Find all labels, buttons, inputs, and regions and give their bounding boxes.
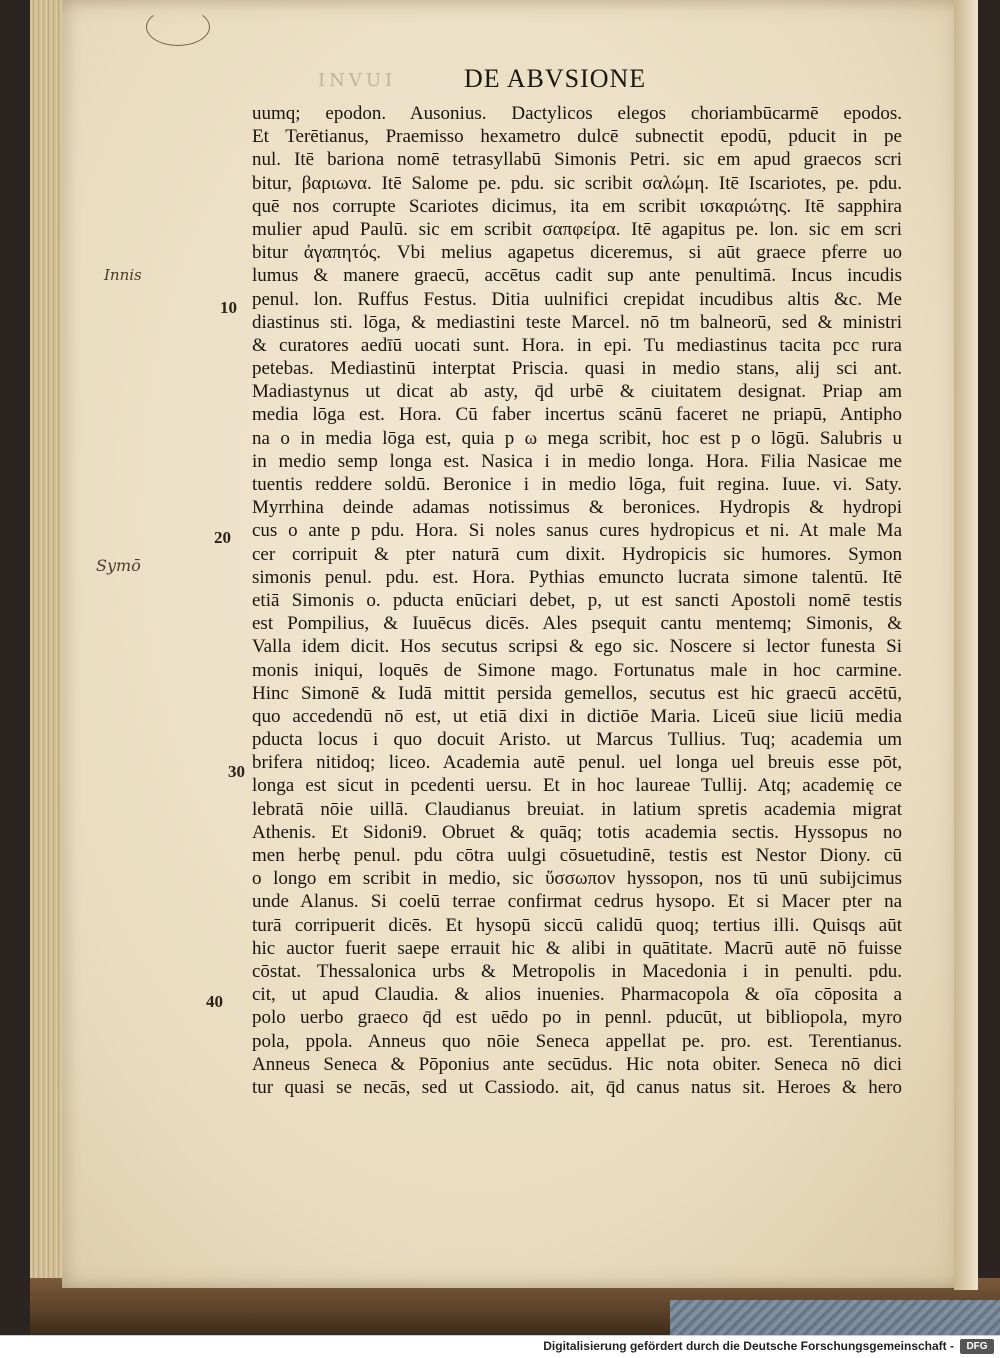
text-line: cit, ut apud Claudia. & alios inuenies. Pharmacopola & oīa cōposita a (252, 984, 902, 1006)
text-line: Valla idem dicit. Hos secutus scripsi & ego sic. Noscere si lector funesta Si (252, 636, 902, 658)
text-line: tur quasi se necās, sed ut Cassiodo. ait, q̄d canus natus sit. Heroes & hero (252, 1076, 902, 1098)
text-line: men herbę penul. pdu cōtra uulgi cōsuetudinē, testis est Nestor Diony. cū (252, 845, 902, 866)
text-line: & curatores aedīū uocati sunt. Hora. in epi. Tu mediastinus tacita pcc rura (252, 334, 902, 356)
right-page-edge (954, 0, 978, 1290)
text-line: Et Terētianus, Praemisso hexametro dulcē subnectit epodū, pducit in pe (252, 126, 902, 148)
text-line: unde Alanus. Si coelū terrae confirmat cedrus hysopo. Et si Macer pter na (252, 891, 902, 913)
text-line: monis iniqui, loquēs de Simone mago. Fortunatus male in hoc carmine. (252, 659, 902, 681)
text-line: Myrrhina deinde adamas notissimus & beronices. Hydropis & hydropi (252, 497, 902, 519)
text-line: o longo em scribit in medio, sic ὕσσωπον hyssopon, nos tū unū subijcimus (252, 868, 902, 890)
text-line: bitur ἀγαπητός. Vbi melius agapetus diceremus, si aūt graece pferre uo (252, 242, 902, 264)
text-line: est Pompilius, & Iuuēcus dicēs. Ales psequit cantu mentemq; Simonis, & (252, 613, 902, 635)
body-text (252, 102, 902, 1099)
footer-bar (0, 1335, 1000, 1358)
text-line: cōstat. Thessalonica urbs & Metropolis in Macedonia i in penulti. pdu. (252, 960, 902, 982)
text-line: in medio semp longa est. Nasica i in medio longa. Hora. Filia Nasicae me (252, 450, 902, 472)
text-line: uumq; epodon. Ausonius. Dactylicos elegos choriambūcarmē epodos. (252, 103, 902, 124)
text-line: longa est sicut in pcedenti uersu. Et in hoc laureae Tullij. Atq; academię ce (252, 775, 902, 797)
text-line: penul. lon. Ruffus Festus. Ditia uulnifici crepidat incudibus altis &c. Me (252, 288, 902, 310)
stamp-mark (146, 8, 210, 46)
text-line: etiā Simonis o. pducta enūciari debet, p, ut est sancti Apostoli nomē testis (252, 589, 902, 611)
text-line: Madiastynus ut dicat ab asty, q̄d urbē & ciuitatem designat. Priap am (252, 381, 902, 403)
line-number: 30 (228, 762, 245, 781)
text-line: quo accedendū nō est, ut etiā dixi in dictiōe Maria. Liceū siue liciū media (252, 705, 902, 727)
text-line: simonis penul. pdu. est. Hora. Pythias emuncto lucrata simone talentū. Itē (252, 566, 902, 588)
text-line: hic auctor fuerit saepe errauit hic & alibi in quātitate. Macrū autē nō fuisse (252, 937, 902, 959)
text-line: turā corripuerit dicēs. Et hysopū siccū calidū quoq; tertius illi. Quisqs aūt (252, 914, 902, 936)
text-line: lebratā nōie uillā. Claudianus breuiat. in latium spretis academia migrat (252, 798, 902, 820)
text-line: mulier apud Paulū. sic em scribit σαπφείρα. Itē agapitus pe. lon. sic em scri (252, 218, 902, 240)
text-line: nul. Itē bariona nomē tetrasyllabū Simonis Petri. sic em apud graecos scri (252, 149, 902, 171)
text-line: cus o ante p pdu. Hora. Si noles sanus cures hydropicus et ni. At male Ma (252, 520, 902, 542)
margin-annotation: Symō (96, 556, 141, 575)
text-line: bitur, βαριωνα. Itē Salome pe. pdu. sic scribit σαλώμη. Itē Iscariotes, pe. pdu. (252, 172, 902, 194)
text-line: brifera nitidoq; liceo. Academia autē penul. uel longa uel breuis esse pōt, (252, 752, 902, 774)
dfg-logo-icon[interactable]: DFG (960, 1339, 994, 1354)
running-head: DE ABVSIONE (464, 64, 647, 93)
binding-cloth (670, 1300, 1000, 1335)
line-number: 40 (206, 992, 223, 1011)
text-line: media lōga est. Hora. Cū faber incertus scānū faceret ne priapū, Antipho (252, 404, 902, 426)
text-line: cer corripuit & pter naturā cum dixit. Hydropicis sic humores. Symon (252, 543, 902, 565)
page-header (318, 64, 658, 98)
line-number: 10 (220, 298, 237, 317)
line-number: 20 (214, 528, 231, 547)
funding-notice: Digitalisierung gefördert durch die Deutsche Forschungsgemeinschaft - (543, 1339, 954, 1353)
text-line: Hinc Simonē & Iudā mittit persida gemellos, secutus est hic graecū accētū, (252, 682, 902, 704)
text-line: lumus & manere graecū, accētus cadit sup ante penultimā. Incus incudis (252, 265, 902, 287)
text-line: Anneus Seneca & Pōponius ante secūdus. Hic nota obiter. Seneca nō dici (252, 1053, 902, 1075)
text-line: tuentis reddere soldū. Beronice i in medio lōga, fuit regina. Iuue. vi. Saty. (252, 474, 902, 495)
text-line: pducta locus i quo docuit Aristo. ut Marcus Tullius. Tuq; academia um (252, 729, 902, 751)
text-line: petebas. Mediastinū interptat Priscia. quasi in medio stans, alij sci ant. (252, 358, 902, 380)
text-line: pola, ppola. Anneus quo nōie Seneca appellat pe. pro. est. Terentianus. (252, 1030, 902, 1052)
text-line: polo uerbo graeco q̄d est uēdo po in pennl. pducūt, ut bibliopola, myro (252, 1007, 902, 1029)
text-line: quē nos corrupte Scariotes dicimus, ita em scribit ισκαριώτης. Itē sapphira (252, 195, 902, 217)
text-line: na o in media lōga est, quia p ω mega scribit, hoc est p o lōgū. Salubris u (252, 427, 902, 449)
text-line: Athenis. Et Sidoni9. Obruet & quāq; totis academia sectis. Hyssopus no (252, 821, 902, 843)
margin-annotation: Innis (104, 266, 142, 284)
text-line: diastinus sti. lōga, & mediastini teste Marcel. nō tm balneorū, sed & ministri (252, 311, 902, 333)
header-bleed-through: INVUI (318, 70, 397, 91)
